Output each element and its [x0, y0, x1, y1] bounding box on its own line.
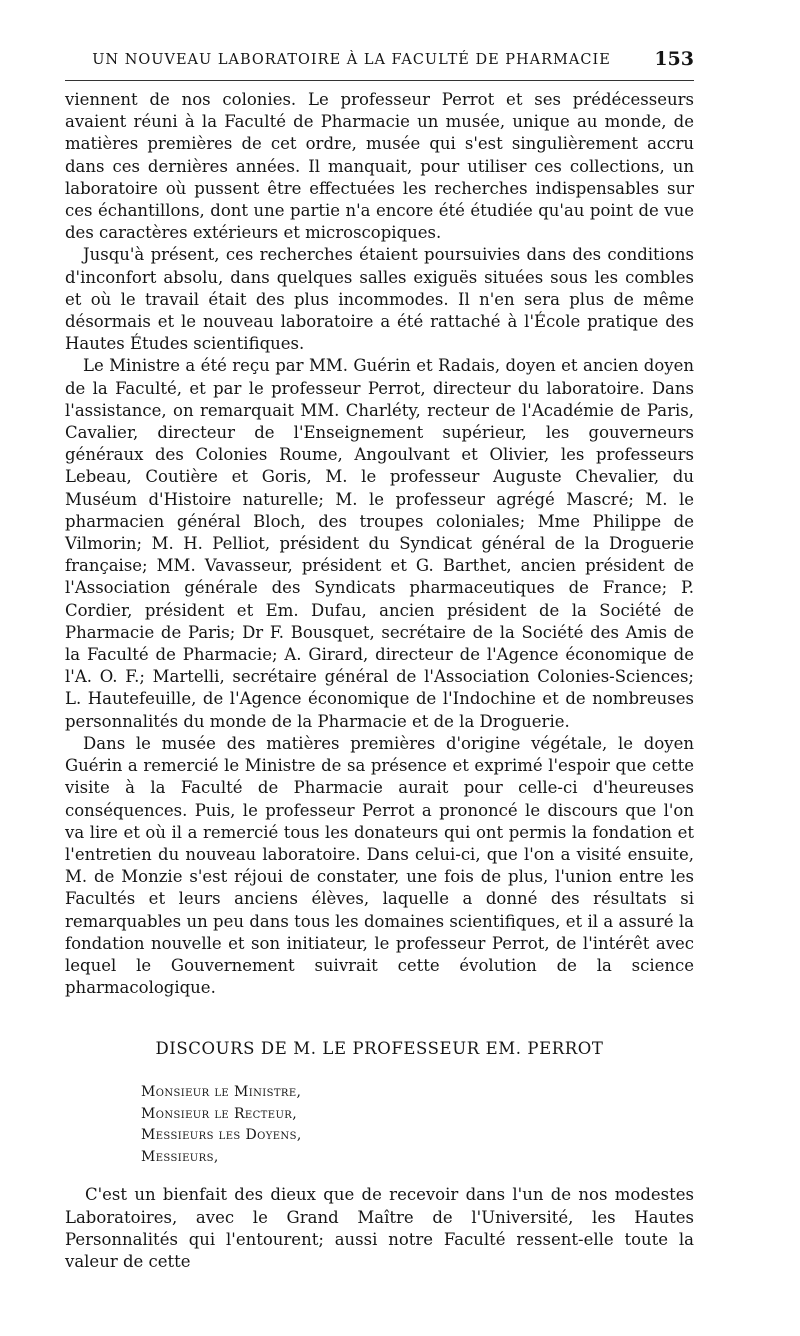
running-title: UN NOUVEAU LABORATOIRE À LA FACULTÉ DE PHARMACIE: [92, 52, 611, 68]
salutation-line: Messieurs les Doyens,: [141, 1127, 302, 1144]
running-head: [65, 46, 694, 76]
report-body: [65, 89, 694, 999]
speech-body: [65, 1184, 694, 1273]
page-number: 153: [654, 48, 694, 70]
salutations: [141, 1082, 694, 1168]
salutation-line: Messieurs,: [141, 1148, 219, 1165]
speech-paragraph: C'est un bienfait des dieux que de recevoir dans l'un de nos modestes Laboratoires, avec le Grand Maître de l'Université, les Hautes Personnalités qui l'entourent; aussi notre Faculté ressent-elle toute la valeur de cette: [65, 1185, 694, 1271]
paragraph: Le Ministre a été reçu par MM. Guérin et Radais, doyen et ancien doyen de la Faculté, et par le professeur Perrot, directeur du laboratoire. Dans l'assistance, on remarquait MM. Charléty, recteur de l'Académie de Paris, Cavalier, directeur de l'Enseignement supérieur, les gouverneurs généraux des Colonies Roume, Angoulvant et Olivier, les professeurs Lebeau, Coutière et Goris, M. le professeur Auguste Chevalier, du Muséum d'Histoire naturelle; M. le professeur agrégé Mascré; M. le pharmacien général Bloch, des troupes coloniales; Mme Philippe de Vilmorin; M. H. Pelliot, président du Syndicat général de la Droguerie française; MM. Vavasseur, président et G. Barthet, ancien président de l'Association générale des Syndicats pharmaceutiques de France; P. Cordier, président et Em. Dufau, ancien président de la Société de Pharmacie de Paris; Dr F. Bousquet, secrétaire de la Société des Amis de la Faculté de Pharmacie; A. Girard, directeur de l'Agence économique de l'A. O. F.; Martelli, secrétaire général de l'Association Colonies-Sciences; L. Hautefeuille, de l'Agence économique de l'Indochine et de nombreuses personnalités du monde de la Pharmacie et de la Droguerie.: [65, 356, 694, 731]
header-rule: [65, 80, 694, 81]
paragraph: Jusqu'à présent, ces recherches étaient poursuivies dans des conditions d'inconfort absolu, dans quelques salles exiguës situées sous les combles et où le travail était des plus incommodes. Il n'en sera plus de même désormais et le nouveau laboratoire a été rattaché à l'École pratique des Hautes Études scientifiques.: [65, 245, 694, 354]
paragraph: Dans le musée des matières premières d'origine végétale, le doyen Guérin a remercié le Ministre de sa présence et exprimé l'espoir que cette visite à la Faculté de Pharmacie aurait pour celle-ci d'heureuses conséquences. Puis, le professeur Perrot a prononcé le discours que l'on va lire et où il a remercié tous les donateurs qui ont permis la fondation et l'entretien du nouveau laboratoire. Dans celui-ci, que l'on a visité ensuite, M. de Monzie s'est réjoui de constater, une fois de plus, l'union entre les Facultés et leurs anciens élèves, laquelle a donné des résultats si remarquables un peu dans tous les domaines scientifiques, et il a assuré la fondation nouvelle et son initiateur, le professeur Perrot, de l'intérêt avec lequel le Gouvernement suivrait cette évolution de la science pharmacologique.: [65, 733, 694, 998]
section-title: DISCOURS DE M. LE PROFESSEUR EM. PERROT: [155, 1039, 604, 1059]
paragraph: viennent de nos colonies. Le professeur Perrot et ses prédécesseurs avaient réuni à la Faculté de Pharmacie un musée, unique au monde, de matières premières de cet ordre, musée qui s'est singulièrement accru dans ces dernières années. Il manquait, pour utiliser ces collections, un laboratoire où pussent être effectuées les recherches indispensables sur ces échantillons, dont une partie n'a encore été étudiée qu'au point de vue des caractères extérieurs et microscopiques.: [65, 90, 694, 243]
salutation-line: Monsieur le Ministre,: [141, 1084, 302, 1101]
salutation-line: Monsieur le Recteur,: [141, 1105, 298, 1122]
